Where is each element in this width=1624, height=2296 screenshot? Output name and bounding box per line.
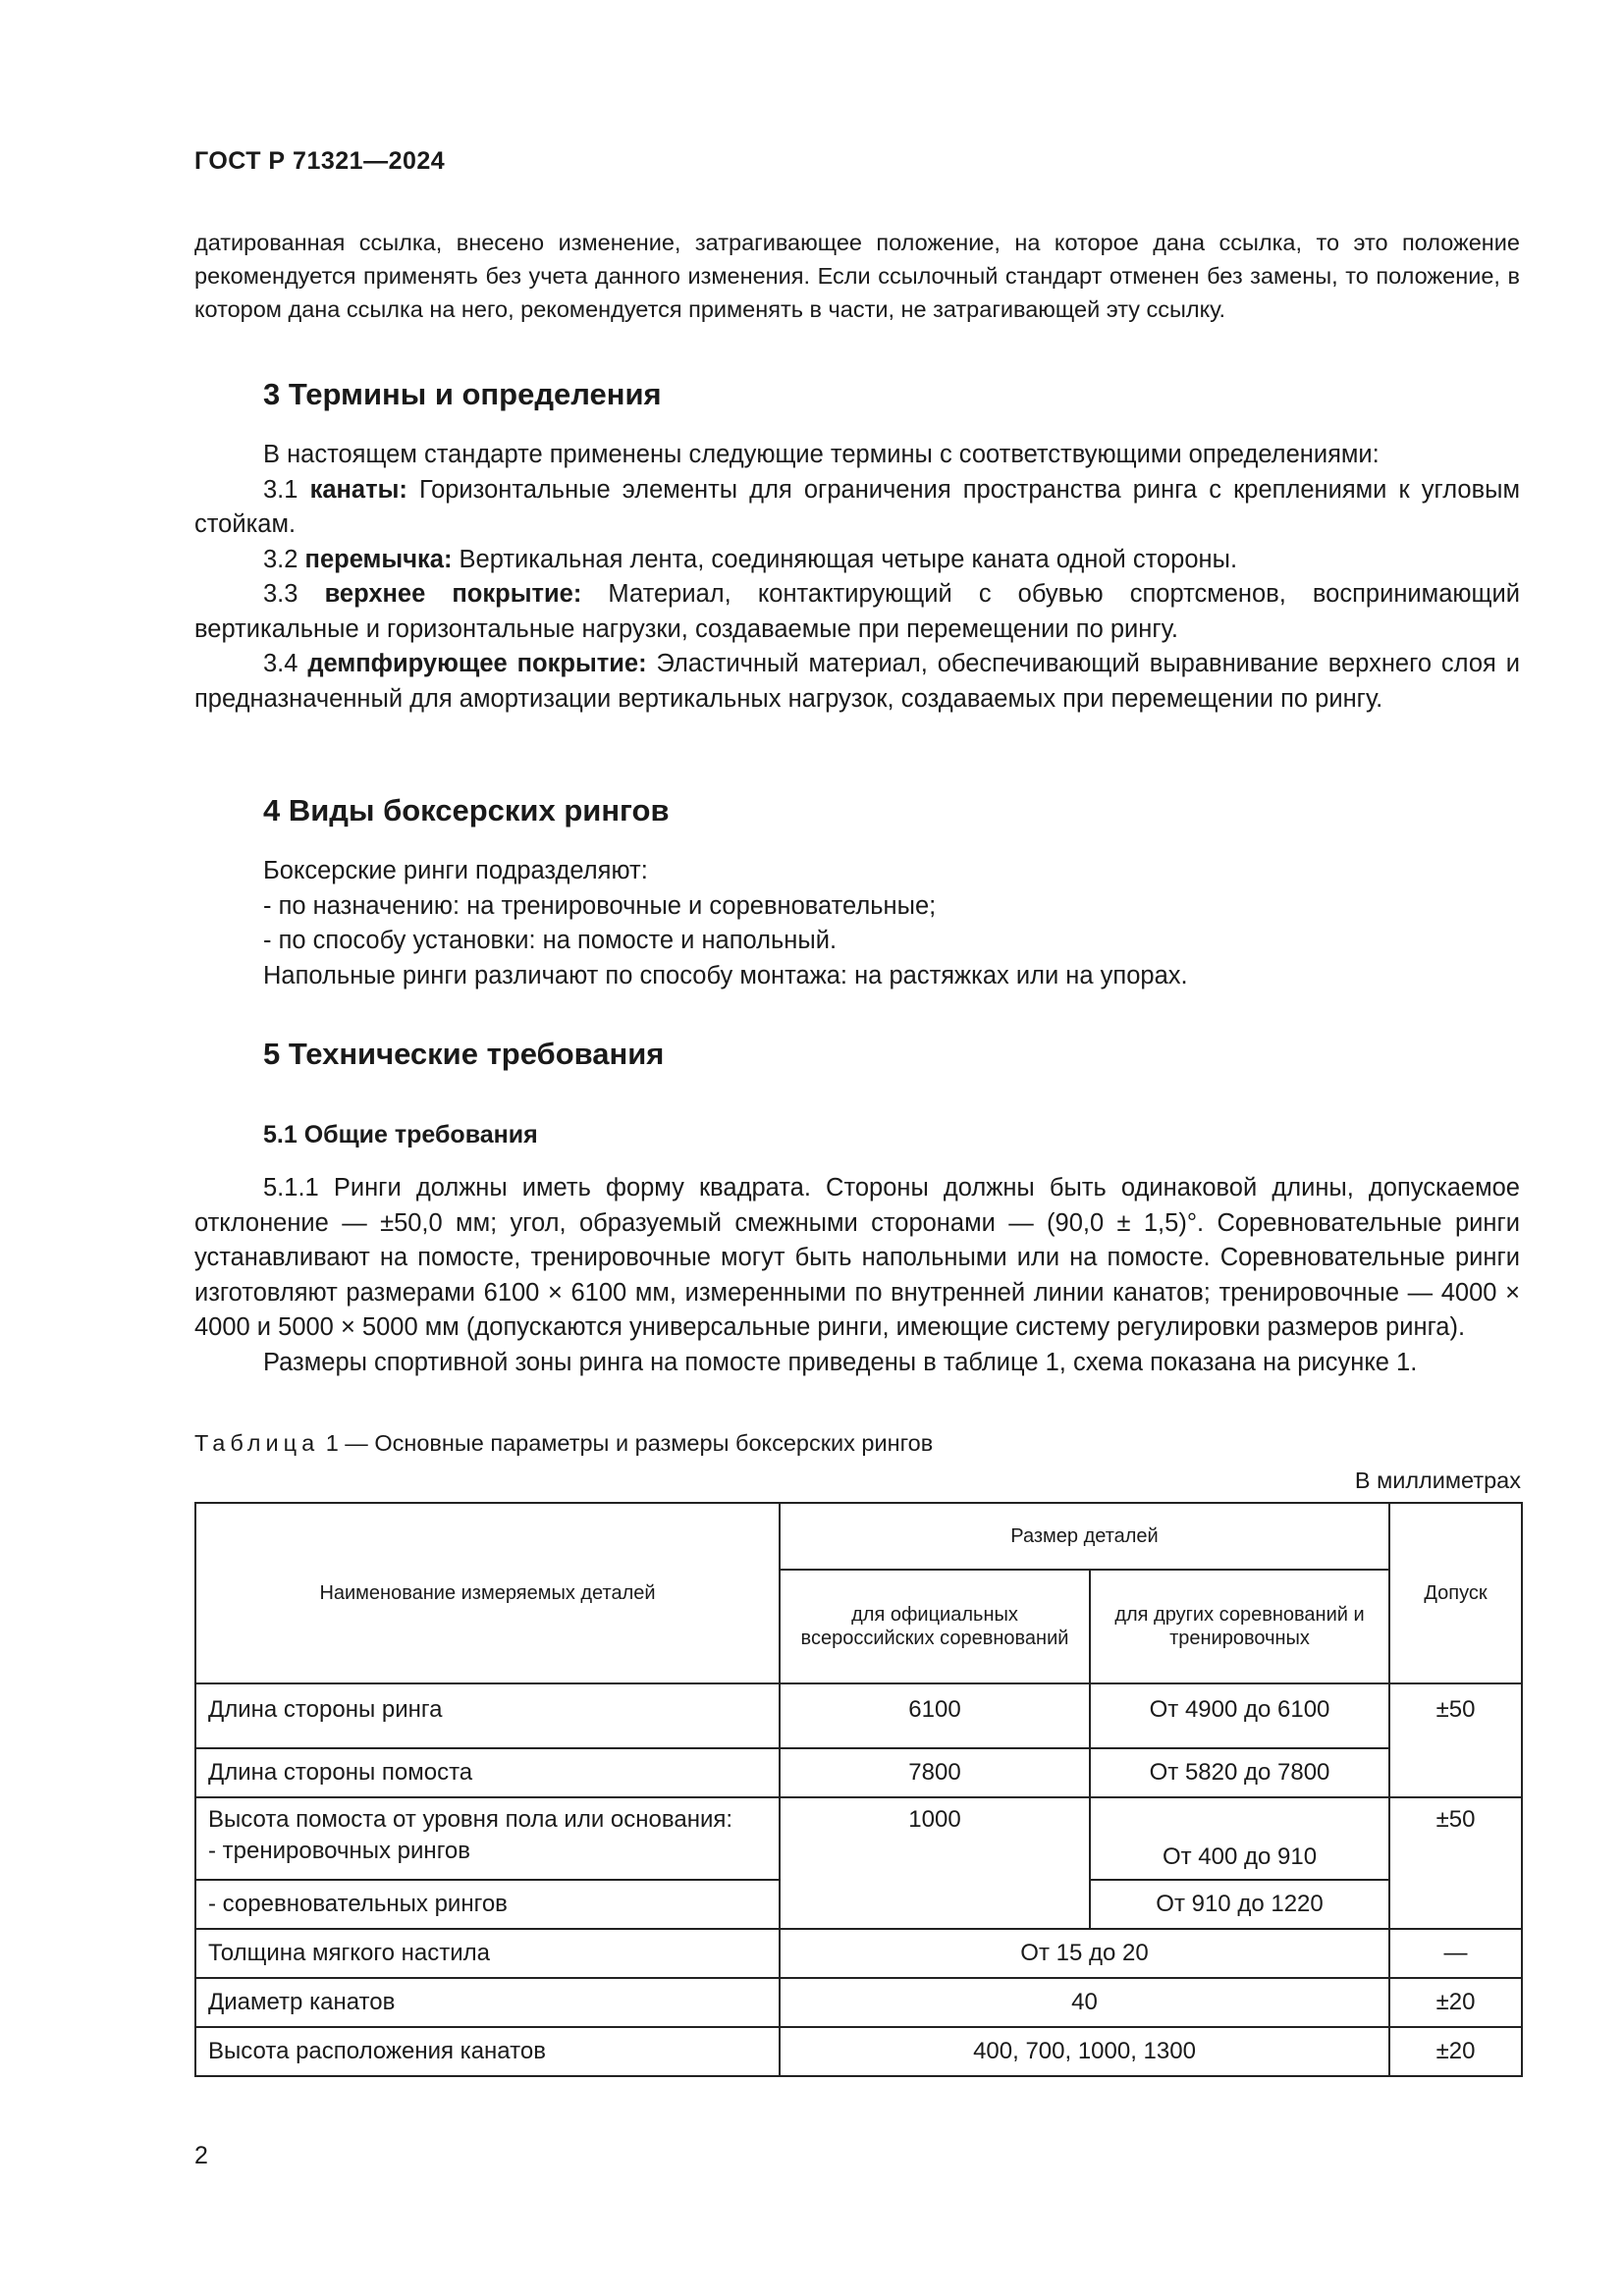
- cell-name: Длина стороны помоста: [195, 1748, 780, 1797]
- section-4-line: - по способу установки: на помосте и напольный.: [263, 927, 838, 954]
- cell-name: Толщина мягкого настила: [195, 1929, 780, 1978]
- term-3-2: 3.2 перемычка: Вертикальная лента, соединяющая четыре каната одной стороны.: [263, 545, 1238, 573]
- section-5-1-body: [194, 1171, 1520, 1380]
- cell-value: 40: [780, 1978, 1389, 2027]
- table-header-row: [195, 1503, 1522, 1570]
- header-other: для других соревнований и тренировочных: [1090, 1570, 1389, 1683]
- table-row: [195, 1797, 1522, 1880]
- cell-tolerance: ±50: [1389, 1683, 1522, 1797]
- section-5-1-title: 5.1 Общие требования: [263, 1121, 538, 1148]
- paragraph-5-1-1: 5.1.1 Ринги должны иметь форму квадрата. Стороны должны быть одинаковой длины, допускаемое отклонение — ±50,0 мм; угол, образуемый смежными сторонами — (90,0 ± 1,5)°. Соревновательные ринги устанавливают на помосте, тренировочные могут быть напольными или на помосте. Соревновательные ринги изготовляют размерами 6100 × 6100 мм, измеренными по внутренней линии канатов; тренировочные — 4000 × 4000 и 5000 × 5000 мм (допускаются универсальные ринги, имеющие систему регулировки размеров ринга).: [194, 1174, 1520, 1341]
- parameters-table: [194, 1502, 1523, 2077]
- section-3-body: [194, 438, 1520, 717]
- table-caption: Таблица 1 — Основные параметры и размеры боксерских рингов: [194, 1430, 934, 1456]
- term-3-1: 3.1 канаты: Горизонтальные элементы для ограничения пространства ринга с креплениями к угловым стойкам.: [194, 475, 1521, 538]
- cell-other: От 400 до 910: [1090, 1797, 1389, 1880]
- section-5-title: 5 Технические требования: [263, 1037, 665, 1071]
- cell-official: 1000: [780, 1797, 1090, 1929]
- cell-tolerance: ±20: [1389, 2027, 1522, 2076]
- term-3-3: 3.3 верхнее покрытие: Материал, контактирующий с обувью спортсменов, воспринимающий вертикальные и горизонтальные нагрузки, создаваемые при перемещении по рингу.: [194, 580, 1520, 643]
- cell-official: 6100: [780, 1683, 1090, 1748]
- intro-paragraph: датированная ссылка, внесено изменение, затрагивающее положение, на которое дана ссылка, то это положение рекомендуется применять без учета данного изменения. Если ссылочный стандарт отменен без замены, то положение, в котором дана ссылка на него, рекомендуется применять в части, не затрагивающей эту ссылку.: [194, 230, 1520, 322]
- cell-name: Высота расположения канатов: [195, 2027, 780, 2076]
- section-4-title: 4 Виды боксерских рингов: [263, 793, 670, 828]
- header-size: Размер деталей: [780, 1503, 1389, 1570]
- cell-other: От 4900 до 6100: [1090, 1683, 1389, 1748]
- paragraph-table-reference: Размеры спортивной зоны ринга на помосте приведены в таблице 1, схема показана на рисунке 1.: [263, 1348, 1418, 1376]
- cell-name: Высота помоста от уровня пола или основания: - тренировочных рингов: [195, 1797, 780, 1880]
- table-row: [195, 1683, 1522, 1748]
- section-4-line: Напольные ринги различают по способу монтажа: на растяжках или на упорах.: [263, 961, 1188, 989]
- cell-other: От 910 до 1220: [1090, 1880, 1389, 1929]
- header-official: для официальных всероссийских соревнований: [780, 1570, 1090, 1683]
- document-code: ГОСТ Р 71321—2024: [194, 147, 446, 175]
- table-units: В миллиметрах: [1354, 1468, 1521, 1493]
- term-3-4: 3.4 демпфирующее покрытие: Эластичный материал, обеспечивающий выравнивание верхнего слоя и предназначенный для амортизации вертикальных нагрузок, создаваемых при перемещении по рингу.: [194, 650, 1520, 713]
- cell-tolerance: ±50: [1389, 1797, 1522, 1929]
- section-3-lead: В настоящем стандарте применены следующие термины с соответствующими определениями:: [263, 441, 1380, 468]
- cell-name: Диаметр канатов: [195, 1978, 780, 2027]
- table-row: [195, 1748, 1522, 1797]
- section-4-body: [194, 854, 1520, 993]
- cell-other: От 5820 до 7800: [1090, 1748, 1389, 1797]
- page-number: 2: [194, 2142, 208, 2169]
- section-3-title: 3 Термины и определения: [263, 377, 662, 411]
- cell-value: От 15 до 20: [780, 1929, 1389, 1978]
- header-tolerance: Допуск: [1389, 1503, 1522, 1683]
- cell-tolerance: ±20: [1389, 1978, 1522, 2027]
- cell-value: 400, 700, 1000, 1300: [780, 2027, 1389, 2076]
- table-row: [195, 1929, 1522, 1978]
- section-4-line: Боксерские ринги подразделяют:: [263, 857, 648, 884]
- cell-official: 7800: [780, 1748, 1090, 1797]
- cell-name: - соревновательных рингов: [195, 1880, 780, 1929]
- cell-name: Длина стороны ринга: [195, 1683, 780, 1748]
- header-name: Наименование измеряемых деталей: [195, 1503, 780, 1683]
- section-4-line: - по назначению: на тренировочные и соревновательные;: [263, 891, 937, 920]
- cell-tolerance: —: [1389, 1929, 1522, 1978]
- table-row: [195, 1978, 1522, 2027]
- table-row: [195, 2027, 1522, 2076]
